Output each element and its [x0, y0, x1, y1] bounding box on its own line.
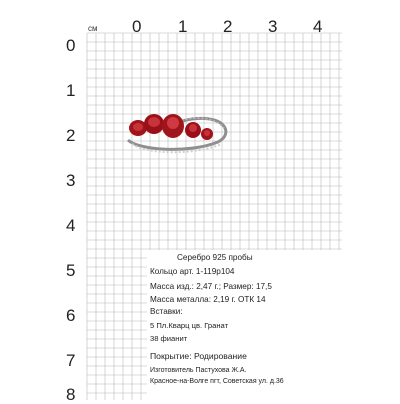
left-number-2: 2: [66, 126, 76, 145]
ring-image: [118, 106, 238, 166]
article-number: Кольцо арт. 1-119р104: [150, 267, 235, 276]
metal-title: Серебро 925 пробы: [177, 253, 253, 262]
top-number-3: 3: [268, 17, 278, 36]
insert-quartz: 5 Пл.Кварц цв. Гранат: [150, 321, 229, 330]
left-number-1: 1: [66, 81, 76, 100]
top-number-4: 4: [313, 17, 323, 36]
manufacturer: Изготовитель Пастухова Ж.А.: [150, 367, 247, 374]
inserts-label: Вставки:: [150, 307, 183, 316]
left-number-4: 4: [66, 216, 76, 235]
top-number-1: 1: [178, 17, 188, 36]
top-number-0: 0: [132, 17, 142, 36]
plating: Покрытие: Родирование: [150, 351, 247, 361]
left-number-5: 5: [66, 261, 76, 280]
product-info-panel: [147, 250, 387, 400]
left-number-0: 0: [66, 36, 76, 55]
metal-weight: Масса металла: 2,19 г. ОТК 14: [150, 295, 266, 304]
address: Красное-на-Волге пгт, Советская ул. д.36: [150, 378, 284, 385]
left-number-7: 7: [66, 351, 76, 370]
unit-label: см: [88, 24, 98, 33]
left-number-8: 8: [66, 385, 76, 404]
weight-size: Масса изд.: 2,47 г.; Размер: 17,5: [150, 282, 272, 291]
left-number-3: 3: [66, 171, 76, 190]
insert-cz: 38 фианит: [150, 334, 188, 343]
left-number-6: 6: [66, 306, 76, 325]
top-number-2: 2: [223, 17, 233, 36]
